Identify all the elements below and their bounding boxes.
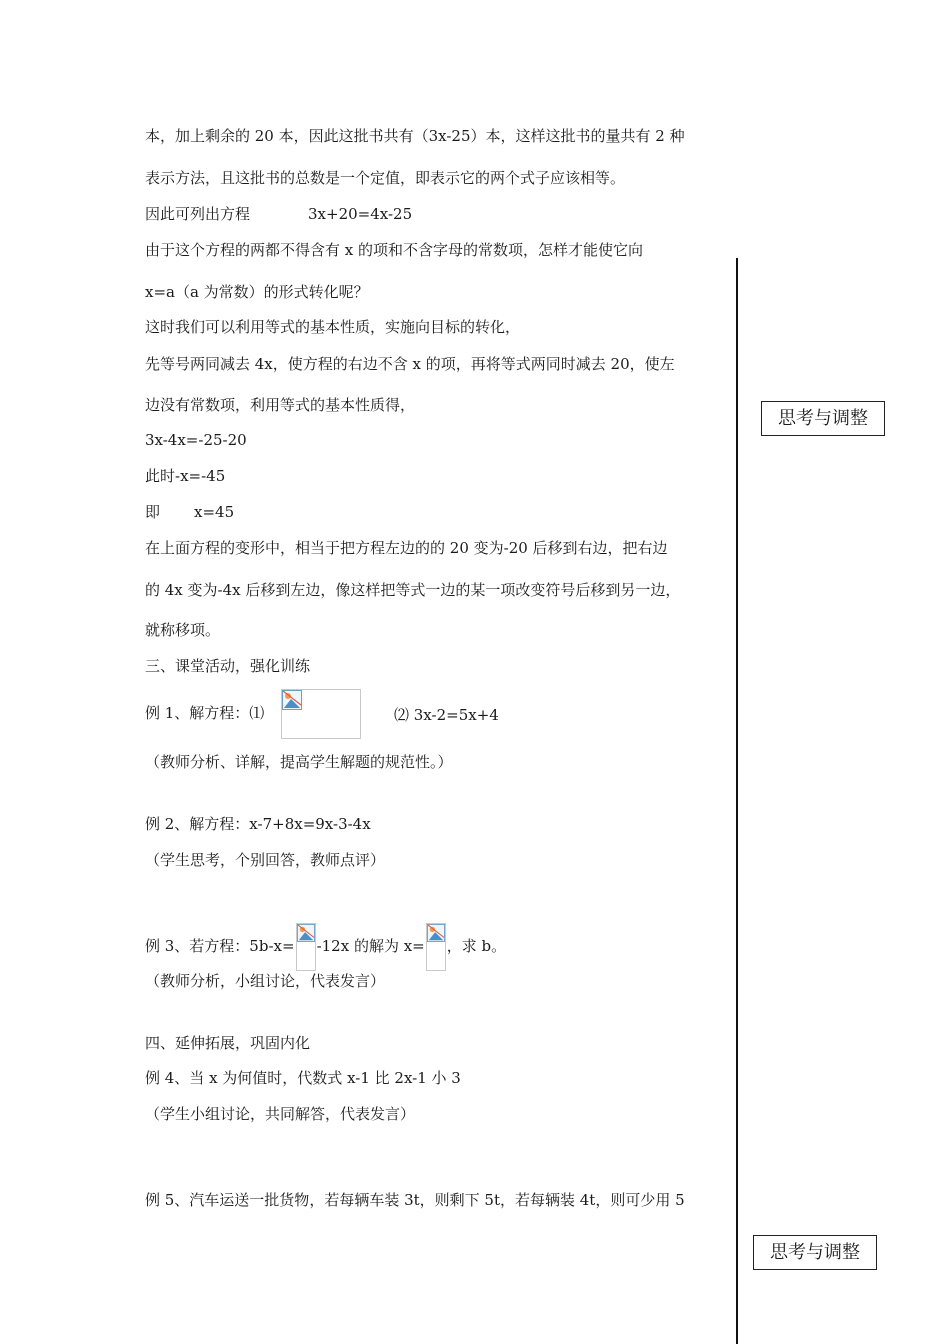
text-line: 的 4x 变为-4x 后移到左边，像这样把等式一边的某一项改变符号后移到另一边， xyxy=(145,581,681,599)
equation: ⑵ 3x-2=5x+4 xyxy=(394,706,499,724)
text-line: 先等号两同减去 4x，使方程的右边不含 x 的项，再将等式两同时减去 20，使左 xyxy=(145,355,675,373)
example-label: 例 1、解方程：⑴ xyxy=(145,704,265,722)
example-2: 例 2、解方程：x-7+8x=9x-3-4x xyxy=(145,815,371,833)
margin-divider xyxy=(736,258,738,1344)
label: 即 xyxy=(145,503,161,521)
example-text: ，求 b。 xyxy=(446,937,507,955)
text-line: 边没有常数项，利用等式的基本性质得， xyxy=(145,396,416,414)
text-line: 就称移项。 xyxy=(145,621,221,639)
teacher-note: （教师分析，小组讨论，代表发言） xyxy=(145,972,386,990)
example-3 xyxy=(145,923,506,971)
text-line: 表示方法，且这批书的总数是一个定值，即表示它的两个式子应该相等。 xyxy=(145,169,626,187)
equation-image-placeholder xyxy=(281,689,361,739)
equation-intro: 因此可列出方程 xyxy=(145,205,251,223)
text-line: 本，加上剩余的 20 本，因此这批书共有（3x-25）本，这样这批书的量共有 2 种 xyxy=(145,127,685,145)
example-5: 例 5、汽车运送一批货物，若每辆车装 3t，则剩下 5t，若每辆装 4t，则可少用 5 xyxy=(145,1191,685,1209)
text-line: 在上面方程的变形中，相当于把方程左边的的 20 变为-20 后移到右边，把右边 xyxy=(145,539,668,557)
teacher-note: （教师分析、详解，提高学生解题的规范性。） xyxy=(145,753,453,771)
broken-image-icon xyxy=(281,689,361,739)
broken-image-icon xyxy=(296,923,316,971)
section-heading: 四、延伸拓展，巩固内化 xyxy=(145,1034,311,1052)
broken-image-icon xyxy=(426,923,446,971)
text-line: 这时我们可以利用等式的基本性质，实施向目标的转化， xyxy=(145,318,521,336)
equation: 3x+20=4x-25 xyxy=(308,205,413,223)
equation: x=45 xyxy=(194,503,235,521)
example-text: -12x 的解为 x= xyxy=(316,937,425,955)
side-note-box: 思考与调整 xyxy=(761,401,885,436)
side-note-box: 思考与调整 xyxy=(753,1235,877,1270)
text-line: x=a（a 为常数）的形式转化呢？ xyxy=(145,283,369,301)
example-4: 例 4、当 x 为何值时，代数式 x-1 比 2x-1 小 3 xyxy=(145,1069,461,1087)
example-1 xyxy=(145,703,264,723)
equation-line xyxy=(145,502,234,522)
section-heading: 三、课堂活动，强化训练 xyxy=(145,657,311,675)
equation: 3x-4x=-25-20 xyxy=(145,431,247,449)
equation-line xyxy=(145,204,412,224)
student-note: （学生小组讨论，共同解答，代表发言） xyxy=(145,1105,416,1123)
text-line: 由于这个方程的两都不得含有 x 的项和不含字母的常数项，怎样才能使它向 xyxy=(145,241,643,259)
equation: 此时-x=-45 xyxy=(145,467,226,485)
student-note: （学生思考，个别回答，教师点评） xyxy=(145,851,386,869)
example-text: 例 3、若方程：5b-x= xyxy=(145,937,295,955)
